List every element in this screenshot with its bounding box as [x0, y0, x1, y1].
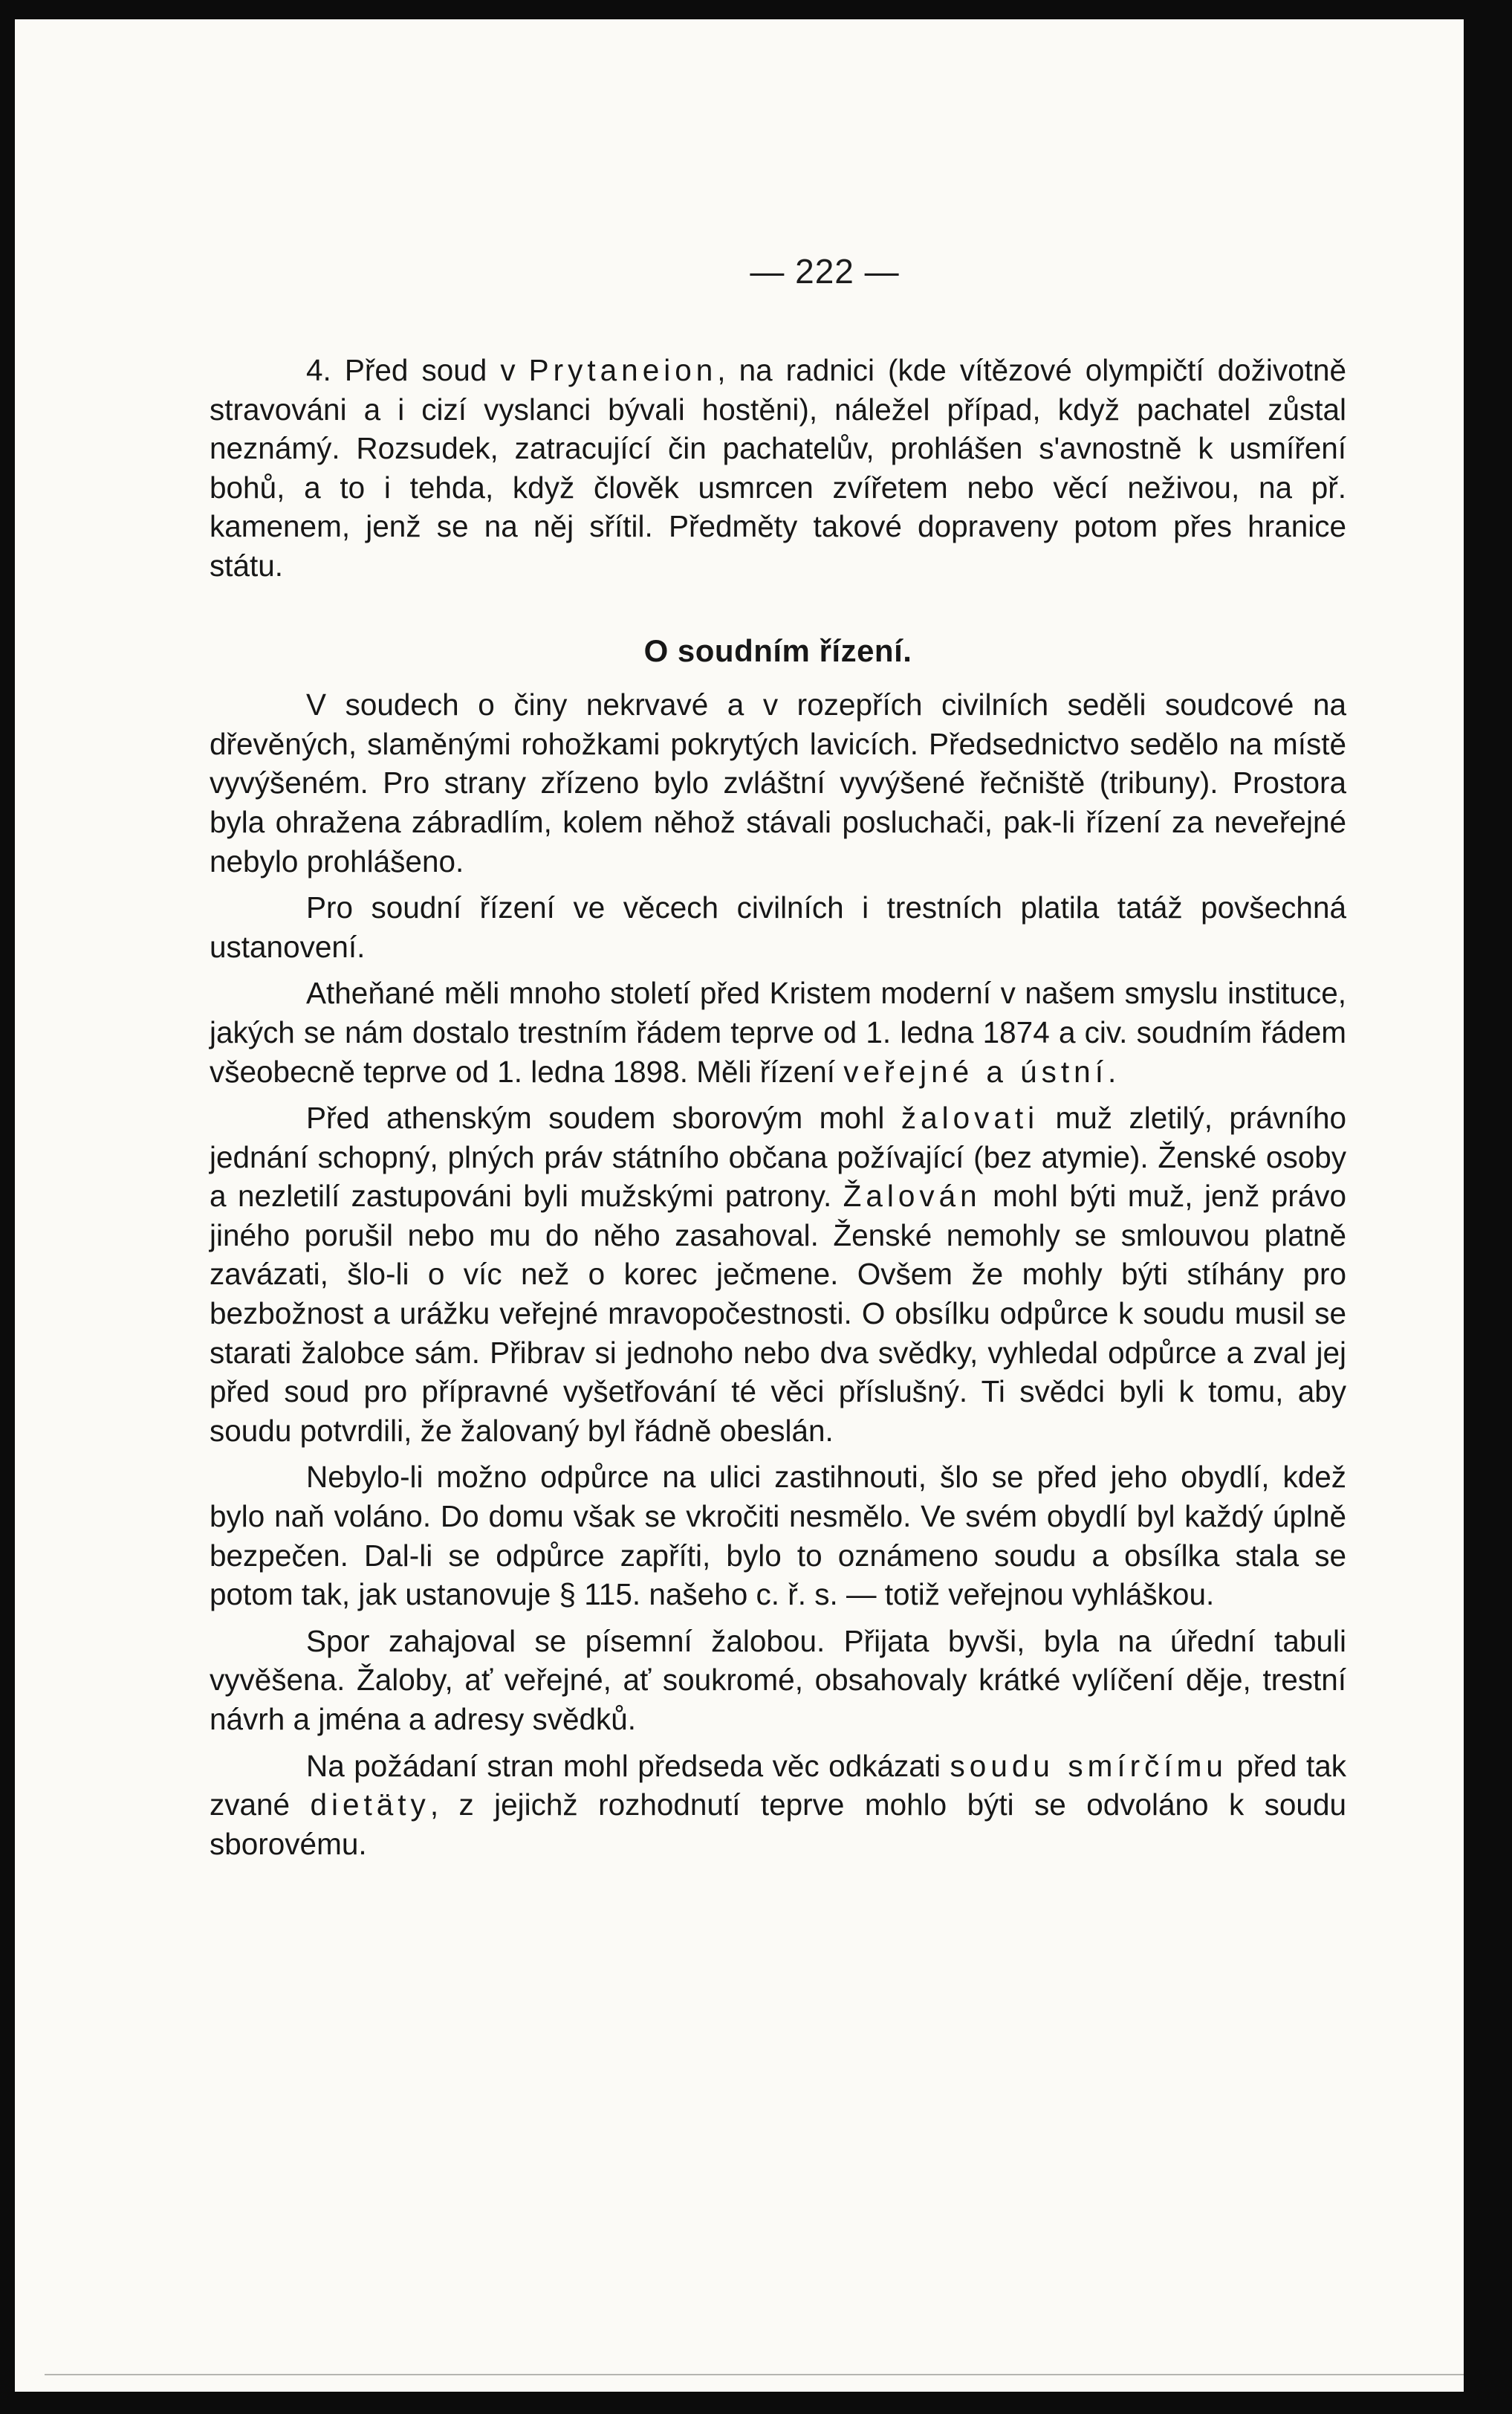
text-run: . [1107, 1054, 1117, 1089]
section-heading: O soudním řízení. [643, 632, 912, 668]
paragraph-provisions: Pro soudní řízení ve věcech civilních i trestních platila tatáž povšechná ustanovení. [210, 890, 1346, 964]
spaced-term: dietäty [310, 1787, 430, 1822]
text-run: mohl býti muž, jenž právo jiného porušil nebo mu do něho zasahoval. Ženské nemohly se smlouvou platně zavázati, šlo-li o víc než o korec ječmene. Ovšem že mohly býti stíhány pro bezbožnost a urážku veřejné mravopočestnosti. O obsílku odpůrce k soudu musil se starati žalobce sám. Přibrav si jednoho nebo dva svědky, vyhledal odpůrce a zval jej před soud pro přípravné vyšetřování té věci příslušný. Ti svědci byli k tomu, aby soudu potvrdili, že žalovaný byl řádně obeslán. [210, 1179, 1347, 1448]
text-run: Před athenským soudem sborovým mohl [306, 1101, 901, 1136]
paragraph-athenians [210, 974, 1346, 1091]
page-number: — 222 — [750, 252, 900, 291]
paragraph-arbitration [210, 1747, 1346, 1864]
bottom-scan-line [45, 2374, 1464, 2375]
spaced-term: Prytaneion [528, 353, 718, 387]
spaced-term: veřejné a ústní [843, 1054, 1108, 1089]
text-run: , z jejichž rozhodnutí teprve mohlo býti se odvoláno k soudu sborovému. [210, 1787, 1346, 1861]
book-page [15, 19, 1464, 2392]
paragraph-summons: Nebylo-li možno odpůrce na ulici zastihnouti, šlo se před jeho obydlí, kdež bylo naň voláno. Do domu však se vkročiti nesmělo. Ve svém obydlí byl každý úplně bezpečen. Dal-li se odpůrce zapříti, bylo to oznámeno soudu a obsílka stala se potom tak, jak ustanovuje § 115. našeho c. ř. s. — totiž veřejnou vyhláškou. [210, 1460, 1346, 1612]
page-text [210, 351, 1346, 1871]
text-run: před tak zvané [210, 1748, 1346, 1822]
spaced-term: žalovati [901, 1101, 1039, 1136]
paragraph-courts: V soudech o činy nekrvavé a v rozepřích civilních seděli soudcové na dřevěných, slaměnými rohožkami pokrytých lavicích. Předsednictvo sedělo na místě vyvýšeném. Pro strany zřízeno bylo zvláštní vyvýšené řečniště (tribuny). Prostora byla ohražena zábradlím, kolem něhož stávali posluchači, pak-li řízení za neveřejné nebylo prohlášeno. [210, 687, 1346, 878]
spaced-term: soudu smírčímu [950, 1748, 1227, 1783]
text-run: 4. Před soud v [306, 353, 529, 387]
text-run: muž zletilý, právního jednání schopný, plných práv státního občana požívající (bez atymie). Ženské osoby a nezletilí zastupováni byli mužskými patrony. [210, 1101, 1346, 1214]
paragraph-plaintiff [210, 1098, 1346, 1450]
paragraph-lawsuit: Spor zahajoval se písemní žalobou. Přijata byvši, byla na úřední tabuli vyvěšena. Žaloby, ať veřejné, ať soukromé, obsahovaly krátké vylíčení děje, trestní návrh a jména a adresy svědků. [210, 1623, 1346, 1736]
text-run: Atheňané měli mnoho století před Kristem moderní v našem smyslu instituce, jakých se nám dostalo trestním řádem teprve od 1. ledna 1874 a civ. soudním řádem všeobecně teprve od 1. ledna 1898. Měli řízení [210, 976, 1346, 1089]
spaced-term: Žalován [843, 1179, 981, 1214]
text-run: Na požádaní stran mohl předseda věc odkázati [306, 1748, 950, 1783]
paragraph-prytaneion [210, 351, 1346, 586]
text-run: , na radnici (kde vítězové olympičtí doživotně stravováni a i cizí vyslanci bývali hostěni), náležel případ, když pachatel zůstal neznámý. Rozsudek, zatracující čin pachatelův, prohlášen s'avnostně k usmíření bohů, a to i tehda, když člověk usmrcen zvířetem nebo věcí neživou, na př. kamenem, jenž se na něj sřítil. Předměty takové dopraveny potom přes hranice státu. [210, 353, 1346, 583]
